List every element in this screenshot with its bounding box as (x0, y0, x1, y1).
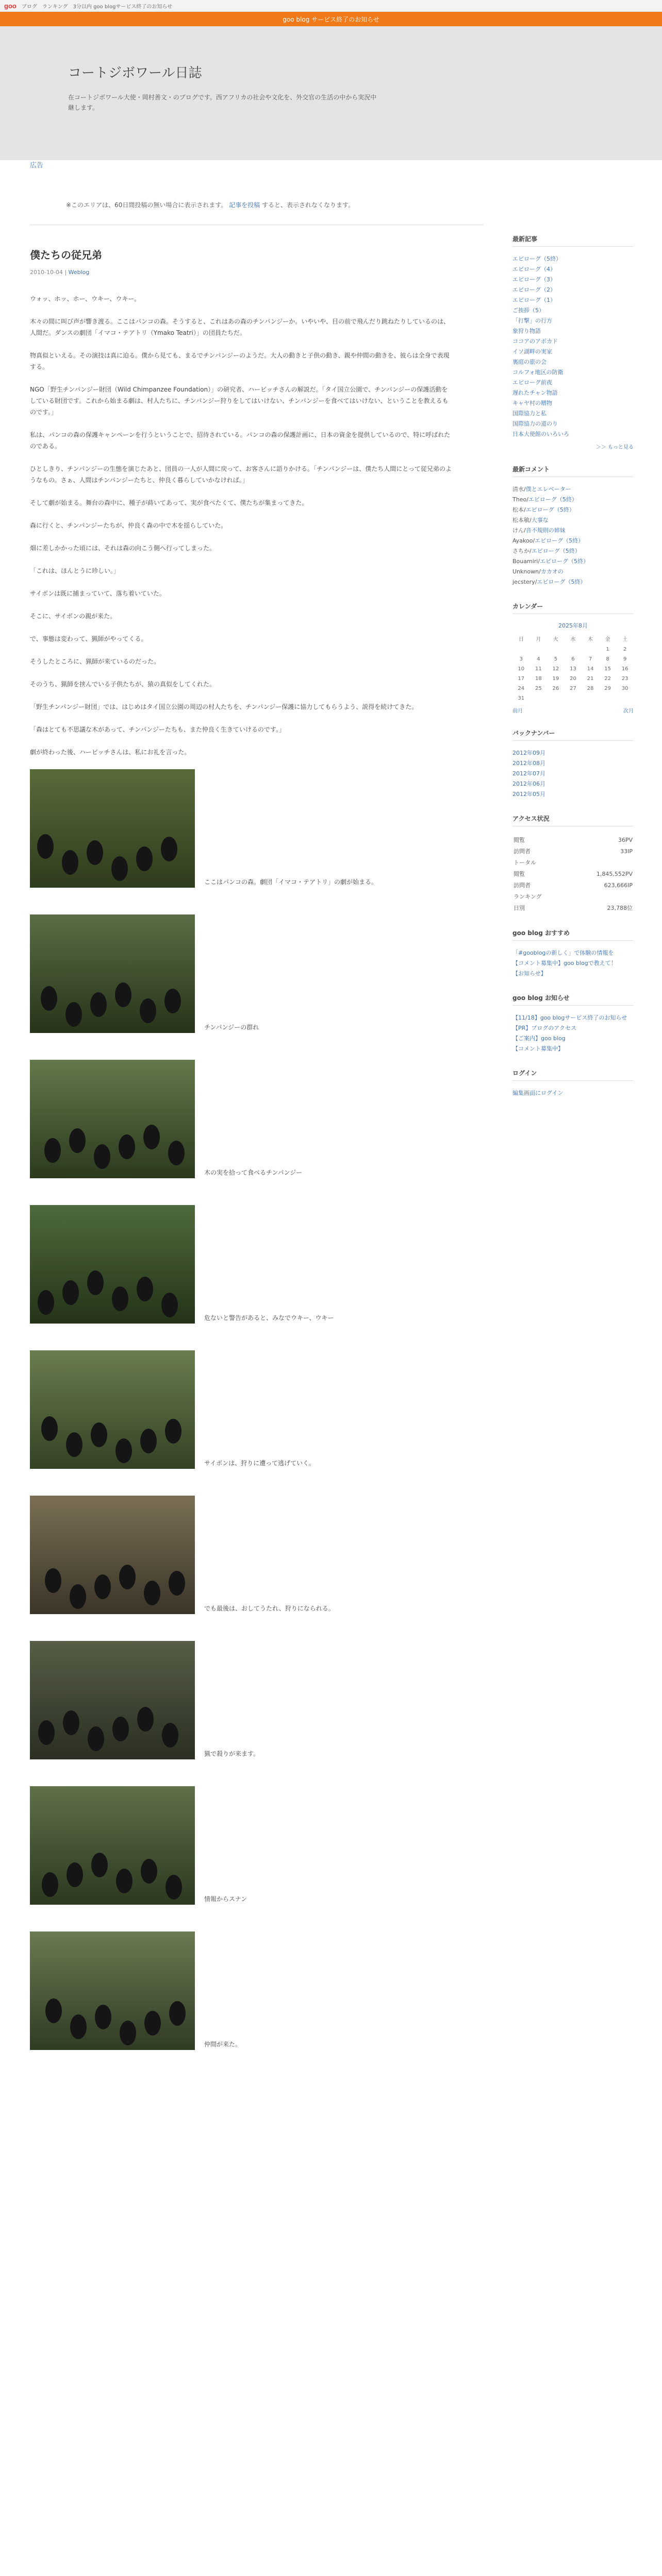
calendar-day (530, 645, 548, 654)
photo-caption: 危ないと警告があると、みなでウキー、ウキー (204, 1314, 334, 1321)
performer-shape (144, 2011, 161, 2036)
comment-post-link[interactable]: エピローグ（5終） (540, 558, 589, 565)
photo[interactable] (30, 769, 195, 888)
recent-post-item[interactable]: 遅れたチャン物語 (512, 389, 558, 396)
recent-posts-box (512, 234, 634, 450)
performer-shape (66, 1432, 82, 1457)
performer-shape (94, 1574, 111, 1599)
backnumber-item[interactable]: 2012年05月 (512, 791, 545, 798)
recent-post-item[interactable]: エピローグ前夜 (512, 379, 552, 386)
gooblog-notice-box (512, 993, 634, 1054)
calendar-weekday: 月 (536, 637, 541, 642)
calendar-day: 9 (623, 656, 627, 662)
calendar-box (512, 602, 634, 714)
recent-post-item[interactable]: 象狩り物語 (512, 328, 541, 334)
gootop-bar (0, 0, 662, 12)
post-paragraph: 「野生チンパンジー財団」では、はじめはタイ国立公園の周辺の村人たちを、チンパンジー保護に協力してもらうよう、説得を続けてきた。 (30, 703, 418, 710)
calendar-day: 26 (552, 686, 559, 691)
recent-comment-item[interactable] (512, 556, 634, 567)
performer-shape (119, 1565, 136, 1589)
blog-description: 在コートジボワール大使・岡村善文・のブログです。西アフリカの社会や文化を、外交官の生活の中から実況中継します。 (68, 94, 377, 111)
photo-row (30, 1641, 453, 1759)
calendar-day: 14 (587, 666, 594, 672)
performer-shape (70, 2014, 87, 2039)
post-paragraph: そのうち、猟師を挟んでいる子供たちが、猿の真似をしてくれた。 (30, 681, 216, 688)
recent-post-item[interactable]: エピローグ（2） (512, 286, 556, 293)
performer-shape (69, 1128, 86, 1153)
performer-shape (164, 989, 181, 1013)
calendar-day: 10 (518, 666, 525, 672)
osusume-box (512, 928, 634, 979)
photo[interactable] (30, 1350, 195, 1469)
photo-figures (30, 1060, 195, 1178)
recent-post-item[interactable]: 国際協力の道のり (512, 420, 558, 427)
performer-shape (91, 1422, 107, 1447)
performer-shape (62, 1280, 79, 1305)
gootop-link-notice[interactable]: 3分以内 goo blogサービス終了のお知らせ (73, 4, 173, 10)
post-paragraph: そして劇が始まる。舞台の森中に、種子が蒔いてあって、実が食べたくて、僕たちが集まってきた。 (30, 499, 308, 506)
calendar-day: 20 (570, 676, 576, 682)
main-column (30, 160, 484, 2077)
post-paragraph: で、事態は変わって、猟師がやってくる。 (30, 635, 147, 642)
comment-sep: / (529, 548, 532, 554)
calendar-weekday: 火 (553, 637, 558, 642)
recent-comment-item[interactable] (512, 567, 634, 577)
calendar-day: 13 (570, 666, 576, 672)
recent-posts-heading: 最新記事 (512, 234, 634, 247)
calendar-month: 2025年8月 (558, 622, 588, 629)
photo-caption: チンパンジーの群れ (204, 1024, 259, 1031)
photo-caption: 猟で殺りが来ます。 (204, 1750, 260, 1757)
calendar-day: 3 (519, 656, 523, 662)
calendar-day: 31 (518, 696, 525, 701)
calendar-next-link[interactable]: 次月 (623, 708, 634, 714)
performer-shape (137, 1707, 154, 1732)
calendar-day (565, 645, 582, 654)
gooblog-notice-item[interactable]: 【PR】ブログのアクセス (512, 1025, 576, 1031)
access-label: 訪問者 (514, 882, 531, 889)
calendar-day (582, 693, 599, 703)
recent-comment-item[interactable] (512, 526, 634, 536)
calendar-day: 8 (606, 656, 609, 662)
calendar-day: 22 (604, 676, 611, 682)
performer-shape (44, 1138, 61, 1163)
backnumber-item[interactable]: 2012年06月 (512, 781, 545, 787)
calendar-day (547, 645, 565, 654)
calendar-day: 24 (518, 686, 525, 691)
performer-shape (88, 1726, 104, 1751)
calendar-day: 4 (537, 656, 540, 662)
calendar-day: 17 (518, 676, 525, 682)
calendar-day: 27 (570, 686, 576, 691)
calendar-weekday: 水 (570, 637, 576, 642)
photo-figures (30, 914, 195, 1033)
photo-caption: サイボンは、狩りに遭って逃げていく。 (204, 1460, 315, 1467)
post-paragraph: 物真似といえる。その演技は真に迫る。僕から見ても、まるでチンパンジーのようだ。大人の動きと子供の動き、親や仲間の動きを、彼らは全身で表現する。 (30, 352, 450, 370)
calendar-day (565, 693, 582, 703)
backnumber-item[interactable]: 2012年07月 (512, 770, 545, 777)
sidebar (512, 234, 634, 1113)
calendar-day: 5 (554, 656, 558, 662)
login-box (512, 1069, 634, 1098)
post-category[interactable]: Weblog (68, 269, 90, 276)
performer-shape (38, 1290, 54, 1315)
osusume-item[interactable]: 【コメント募集中】goo blogで教えて！ (512, 960, 617, 967)
comment-author: 松本 (512, 506, 524, 513)
calendar-day: 2 (623, 647, 627, 652)
calendar-day: 7 (588, 656, 592, 662)
backnumber-item[interactable]: 2012年09月 (512, 750, 545, 756)
performer-shape (94, 1144, 110, 1169)
calendar-day: 23 (621, 676, 628, 682)
recent-post-item[interactable]: エピローグ（3） (512, 276, 556, 283)
recent-comment-item[interactable] (512, 505, 634, 515)
photo-figures (30, 1641, 195, 1759)
recent-comment-item[interactable] (512, 484, 634, 495)
access-label: 閲覧 (514, 871, 525, 877)
recent-post-item[interactable]: 「打撃」の行方 (512, 317, 552, 324)
calendar-day: 19 (552, 676, 559, 682)
performer-shape (161, 837, 177, 861)
photo-row (30, 1496, 453, 1614)
comment-author: Ayakoo (512, 537, 533, 544)
recent-comments-box (512, 465, 634, 587)
performer-shape (87, 1270, 104, 1295)
access-label: 日別 (514, 905, 525, 911)
recent-post-item[interactable]: 国際協力と私 (512, 410, 547, 417)
photo-caption: 木の実を拾って食べるチンパンジー (204, 1169, 303, 1176)
access-value: 1,845,552PV (596, 870, 633, 877)
osusume-list (512, 948, 634, 979)
gooblog-notice-item[interactable]: 【11/18】goo blogサービス終了のお知らせ (512, 1014, 627, 1021)
osusume-item[interactable]: 【お知らせ】 (512, 970, 547, 977)
photo[interactable] (30, 1205, 195, 1324)
ad-note-post: すると、表示されなくなります。 (262, 201, 355, 209)
recent-comment-item[interactable] (512, 536, 634, 546)
performer-shape (67, 1862, 83, 1887)
recent-post-item[interactable]: キャヤ村の贈物 (512, 400, 552, 406)
backnumber-heading: バックナンバー (512, 728, 634, 741)
performer-shape (120, 2021, 136, 2045)
performer-shape (90, 992, 107, 1017)
performer-shape (87, 840, 103, 865)
photo-row (30, 769, 453, 888)
photo[interactable] (30, 1931, 195, 2050)
post-paragraph: サイボンは既に捕まっていて、落ち着いていた。 (30, 590, 166, 597)
service-end-notice-text[interactable]: goo blog サービス終了のお知らせ (283, 15, 379, 23)
comment-author: Bouamiri (512, 558, 538, 565)
recent-posts-list (512, 254, 634, 439)
access-label: 訪問者 (514, 848, 531, 855)
calendar-weekday: 土 (622, 637, 628, 642)
gooblog-notice-heading: goo blog お知らせ (512, 993, 634, 1006)
photo[interactable] (30, 1641, 195, 1759)
calendar-day: 1 (606, 647, 609, 652)
performer-shape (119, 1134, 135, 1159)
goo-logo[interactable]: goo (4, 2, 16, 10)
post-paragraph: そこに、サイボンの親が来た。 (30, 613, 117, 620)
performer-shape (137, 1277, 153, 1301)
recent-post-item[interactable]: エピローグ（4） (512, 266, 556, 273)
comment-post-link[interactable]: 大事な (531, 517, 549, 523)
access-label: ランキング (514, 893, 542, 900)
performer-shape (41, 986, 57, 1011)
performer-shape (70, 1584, 86, 1609)
calendar-prev-link[interactable]: 前月 (512, 708, 523, 714)
performer-shape (91, 1853, 108, 1877)
post-paragraph: 私は、パンコの森の保護キャンペーンを行うということで、招待されている。パンコの森の保護計画に、日本の資金を提供しているので、特に呼ばれたのである。 (30, 431, 451, 450)
post-article-link[interactable]: 記事を投稿 (229, 201, 260, 209)
recent-comments-heading: 最新コメント (512, 465, 634, 477)
photo-figures (30, 1205, 195, 1324)
recent-post-item[interactable]: エピローグ（1） (512, 297, 556, 303)
performer-shape (168, 1141, 185, 1165)
calendar-day: 29 (604, 686, 611, 691)
ad-note (66, 200, 484, 209)
photo-figures (30, 1496, 195, 1614)
access-box (512, 814, 634, 914)
calendar-weekday: 日 (518, 637, 524, 642)
comment-author: jecstery (512, 579, 535, 585)
performer-shape (111, 856, 128, 881)
performer-shape (166, 1875, 182, 1900)
comment-sep: / (524, 506, 526, 513)
access-label: トータル (514, 859, 536, 866)
access-value: 36PV (618, 836, 633, 843)
performer-shape (112, 1286, 128, 1311)
comment-post-link[interactable]: エピローグ（5終） (528, 496, 577, 503)
performer-shape (162, 1723, 178, 1748)
access-label: 閲覧 (514, 837, 525, 843)
photo[interactable] (30, 914, 195, 1033)
post-body (30, 293, 453, 2050)
comment-author: Unknown (512, 568, 539, 575)
comment-post-link[interactable]: エピローグ（5終） (531, 548, 581, 554)
calendar-day: 21 (587, 676, 594, 682)
photo-row (30, 1350, 453, 1469)
comment-author: 松本敏 (512, 517, 529, 523)
post-paragraph: 「森はとても不思議な木があって、チンパンジーたちも、また仲良く生きていけるのです。」 (30, 726, 285, 733)
gooblog-notice-list (512, 1013, 634, 1054)
performer-shape (144, 1581, 160, 1605)
comment-sep: / (539, 568, 541, 575)
comment-sep: / (524, 527, 526, 534)
post-paragraph: ウォッ、ホッ、ホー、ウキー、ウキー。 (30, 295, 141, 302)
recent-post-item[interactable]: ご挨拶（5） (512, 307, 544, 314)
comment-post-link[interactable]: エピローグ（5終） (535, 537, 584, 544)
photo-caption: 情報からスナン (204, 1895, 247, 1903)
recent-post-item[interactable]: ココアのアボカド (512, 338, 558, 345)
calendar-day: 28 (587, 686, 594, 691)
login-link[interactable]: 編集画面にログイン (512, 1090, 564, 1096)
recent-comments-list (512, 484, 634, 587)
performer-shape (115, 982, 131, 1007)
comment-sep: / (535, 579, 537, 585)
calendar-day: 16 (621, 666, 628, 672)
post-paragraph: 木々の間に叫び声が響き渡る。ここはパンコの森。そうすると、これはあの森のチンパンジーか。いやいや、目の前で飛んだり跳ねたりしているのは、人間だ。ダンスの劇団「イマコ・テアトリ（Ymako Teatri）」の団員たちだ。 (30, 318, 450, 336)
performer-shape (143, 1125, 160, 1149)
access-table (512, 834, 634, 914)
osusume-item[interactable]: 「#gooblogの新しく」で体験の情報を (512, 950, 614, 956)
photo-figures (30, 1786, 195, 1905)
gooblog-notice-item[interactable]: 【ご案内】goo blog (512, 1035, 566, 1042)
post-meta: 2010-10-04 | Weblog (30, 269, 90, 276)
photo-row (30, 914, 453, 1033)
performer-shape (161, 1293, 178, 1317)
calendar-day (547, 693, 565, 703)
access-heading: アクセス状況 (512, 814, 634, 826)
photo[interactable] (30, 1060, 195, 1178)
blog-title[interactable]: コートジボワール日誌 (68, 65, 202, 81)
performer-shape (62, 850, 78, 875)
comment-post-link[interactable]: 音不規則の姉妹 (525, 527, 566, 534)
post-paragraph: 畑に差しかかった頃には、それは森の向こう側へ行ってしまった。 (30, 545, 216, 552)
performer-shape (141, 1859, 157, 1884)
photo-figures (30, 1931, 195, 2050)
service-end-notice[interactable] (0, 12, 662, 26)
access-value: 623,666IP (604, 882, 633, 889)
post-paragraph: 「これは、ほんとうに珍しい。」 (30, 567, 120, 574)
post-paragraph: 森に行くと、チンパンジーたちが、仲良く森の中で木を揺らしていた。 (30, 522, 227, 529)
calendar (512, 621, 634, 703)
photo[interactable] (30, 1496, 195, 1614)
recent-comment-item[interactable] (512, 495, 634, 505)
more-posts-link[interactable]: ＞＞ もっと見る (595, 445, 634, 450)
photo-row (30, 1931, 453, 2050)
backnumber-list (512, 748, 634, 800)
photo-caption: でも最後は、おしてうたれ、狩りになられる。 (204, 1605, 335, 1612)
gootop-link-blog[interactable]: ブログ (21, 4, 37, 10)
performer-shape (45, 1998, 62, 2023)
calendar-day (599, 693, 617, 703)
performer-shape (95, 2005, 111, 2029)
calendar-day: 18 (535, 676, 542, 682)
comment-sep: / (529, 517, 532, 523)
access-value (566, 891, 633, 902)
calendar-day: 30 (621, 686, 628, 691)
performer-shape (41, 1416, 58, 1441)
post-paragraph: 劇が終わった後、ハービッチさんは、私にお礼を言った。 (30, 749, 191, 756)
calendar-day (512, 645, 530, 654)
post-paragraph: ひとしきり、チンパンジーの生態を演じたあと、団員の一人が人間に戻って、お客さんに語りかける。「チンパンジーは、僕たち人間にとって従兄弟のようなもの。さぁ、人間はチンパンジーたちと、仲良く暮らしていかなければ。」 (30, 465, 452, 484)
access-value: 23,788位 (607, 905, 633, 911)
comment-sep: / (526, 496, 528, 503)
recent-post-item[interactable]: 裏庭の旅の会 (512, 359, 547, 365)
comment-post-link[interactable]: 僕とエレベーター (525, 486, 571, 493)
photo-caption: 仲間が来た。 (204, 2041, 242, 2048)
comment-sep: / (524, 486, 526, 493)
performer-shape (115, 1438, 132, 1463)
calendar-day (582, 645, 599, 654)
post-title[interactable]: 僕たちの従兄弟 (30, 249, 102, 261)
blog-header (0, 26, 662, 160)
gootop-link-ranking[interactable]: ランキング (42, 4, 68, 10)
performer-shape (116, 1869, 133, 1893)
comment-sep: / (538, 558, 540, 565)
performer-shape (37, 834, 54, 859)
photo-row (30, 1786, 453, 1905)
performer-shape (169, 1571, 185, 1596)
performer-shape (136, 846, 153, 871)
performer-shape (42, 1872, 58, 1897)
recent-post-item[interactable]: 日本大使館のいろいろ (512, 431, 569, 437)
performer-shape (140, 1429, 157, 1453)
photo[interactable] (30, 1786, 195, 1905)
calendar-weekday: 金 (605, 637, 610, 642)
comment-sep: / (533, 537, 535, 544)
calendar-heading: カレンダー (512, 602, 634, 614)
recent-post-item[interactable]: コルフォ地区の防衛 (512, 369, 564, 376)
comment-author: さちか (512, 548, 529, 554)
recent-comment-item[interactable] (512, 577, 634, 587)
osusume-heading: goo blog おすすめ (512, 928, 634, 941)
calendar-weekday: 木 (588, 637, 593, 642)
recent-post-item[interactable]: イソ湖畔の実家 (512, 348, 552, 355)
comment-author: けん (512, 527, 524, 534)
calendar-day: 6 (571, 656, 575, 662)
photo-figures (30, 1350, 195, 1469)
photo-row (30, 1060, 453, 1178)
performer-shape (38, 1720, 55, 1745)
performer-shape (45, 1568, 61, 1593)
comment-post-link[interactable]: エピローグ（5終） (537, 579, 586, 585)
calendar-day (530, 693, 548, 703)
recent-comment-item[interactable] (512, 546, 634, 556)
comment-author: 清水 (512, 486, 524, 493)
post-paragraph: NGO「野生チンパンジー財団（Wild Chimpanzee Foundation）」の研究者、ハービッチさんの解説だ。「タイ国立公園で、チンパンジーの保護活動をしている財団です。これから始まる劇は、村人たちに、チンパンジー狩りをしてはいけない、チンパンジーを食べてはいけない、ということを教えるものです。」 (30, 386, 449, 416)
access-value: 33IP (620, 848, 633, 855)
calendar-day (616, 693, 634, 703)
backnumber-item[interactable]: 2012年08月 (512, 760, 545, 767)
recent-post-item[interactable]: エピローグ（5終） (512, 256, 561, 262)
post-date: 2010-10-04 (30, 269, 63, 276)
calendar-day: 11 (535, 666, 542, 672)
performer-shape (169, 2001, 186, 2026)
gooblog-notice-item[interactable]: 【コメント募集中】 (512, 1045, 564, 1052)
photo-figures (30, 769, 195, 888)
access-value (566, 857, 633, 868)
calendar-day: 25 (535, 686, 542, 691)
comment-post-link[interactable]: エピローグ（5終） (525, 506, 575, 513)
backnumber-box (512, 728, 634, 800)
performer-shape (165, 1419, 181, 1444)
photo-caption: ここはパンコの森。劇団「イマコ・テアトリ」の劇が始まる。 (204, 878, 378, 886)
ad-heading: 広告 (30, 162, 44, 170)
login-heading: ログイン (512, 1069, 634, 1081)
calendar-day: 15 (604, 666, 611, 672)
recent-comment-item[interactable] (512, 515, 634, 526)
calendar-day: 12 (552, 666, 559, 672)
comment-post-link[interactable]: カカオの (540, 568, 564, 575)
performer-shape (112, 1717, 129, 1741)
performer-shape (140, 998, 156, 1023)
photo-row (30, 1205, 453, 1324)
ad-note-pre: ※このエリアは、60日間投稿の無い場合に表示されます。 (66, 201, 227, 209)
comment-author: Theo (512, 496, 527, 503)
performer-shape (65, 1002, 82, 1027)
performer-shape (63, 1710, 79, 1735)
post-paragraph: そうしたところに、猟師が来ているのだった。 (30, 658, 160, 665)
